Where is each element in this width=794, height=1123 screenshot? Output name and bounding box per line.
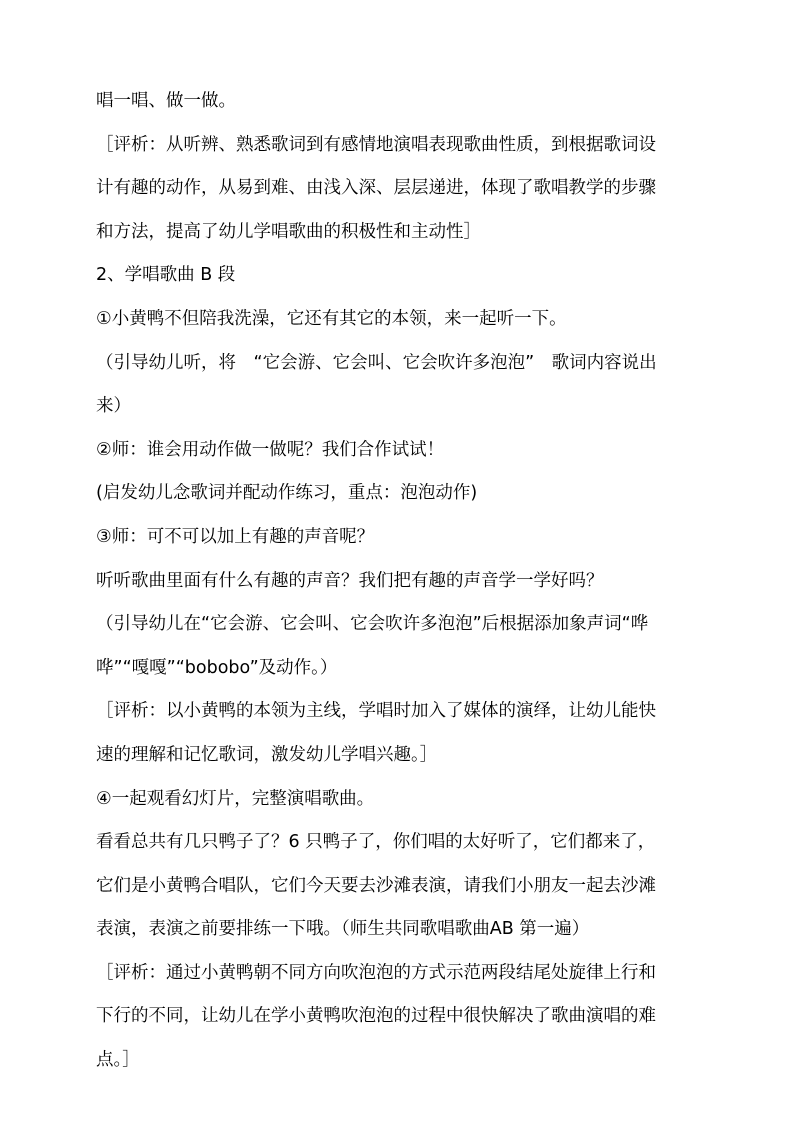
- text-line: 速的理解和记忆歌词，激发幼儿学唱兴趣。］: [96, 744, 438, 765]
- text-line: 计有趣的动作，从易到难、由浅入深、层层递进，体现了歌唱教学的步骤: [96, 178, 656, 199]
- text-line: 听听歌曲里面有什么有趣的声音？我们把有趣的声音学一学好吗？: [96, 570, 604, 591]
- text-line: (启发幼儿念歌词并配动作练习，重点：泡泡动作): [96, 483, 478, 504]
- text-line: 看看总共有几只鸭子了？6 只鸭子了，你们唱的太好听了，它们都来了，: [96, 832, 656, 853]
- text-line: ［评析：从听辨、熟悉歌词到有感情地演唱表现歌曲性质，到根据歌词设: [96, 134, 656, 155]
- text-line: ②师：谁会用动作做一做呢？我们合作试试！: [96, 439, 445, 460]
- text-line: 它们是小黄鸭合唱队，它们今天要去沙滩表演，请我们小朋友一起去沙滩: [96, 875, 656, 896]
- text-line: ［评析：通过小黄鸭朝不同方向吹泡泡的方式示范两段结尾处旋律上行和: [96, 962, 656, 983]
- text-line: 唱一唱、做一做。: [96, 91, 236, 111]
- text-line: 来）: [96, 396, 131, 417]
- text-line: ［评析：以小黄鸭的本领为主线，学唱时加入了媒体的演绎，让幼儿能快: [96, 701, 656, 722]
- text-line: （引导幼儿听，将 “它会游、它会叫、它会吹许多泡泡” 歌词内容说出: [96, 352, 657, 373]
- text-line: 下行的不同，让幼儿在学小黄鸭吹泡泡的过程中很快解决了歌曲演唱的难: [96, 1006, 656, 1027]
- document-page: [96, 90, 711, 1093]
- text-line: （引导幼儿在“它会游、它会叫、它会吹许多泡泡”后根据添加象声词“哗: [96, 614, 649, 635]
- text-line: 表演，表演之前要排练一下哦。（师生共同歌唱歌曲AB 第一遍）: [96, 919, 590, 940]
- text-line: 和方法，提高了幼儿学唱歌曲的积极性和主动性］: [96, 221, 481, 242]
- text-line: 哗”“嘎嘎”“bobobo”及动作。）: [96, 657, 338, 678]
- text-line: ③师：可不可以加上有趣的声音呢？: [96, 526, 375, 547]
- text-line: 点。］: [96, 1050, 140, 1071]
- text-line: ①小黄鸭不但陪我洗澡，它还有其它的本领，来一起听一下。: [96, 308, 567, 329]
- text-line: ④一起观看幻灯片，完整演唱歌曲。: [96, 788, 375, 809]
- section-heading: 2、学唱歌曲 B 段: [96, 265, 236, 286]
